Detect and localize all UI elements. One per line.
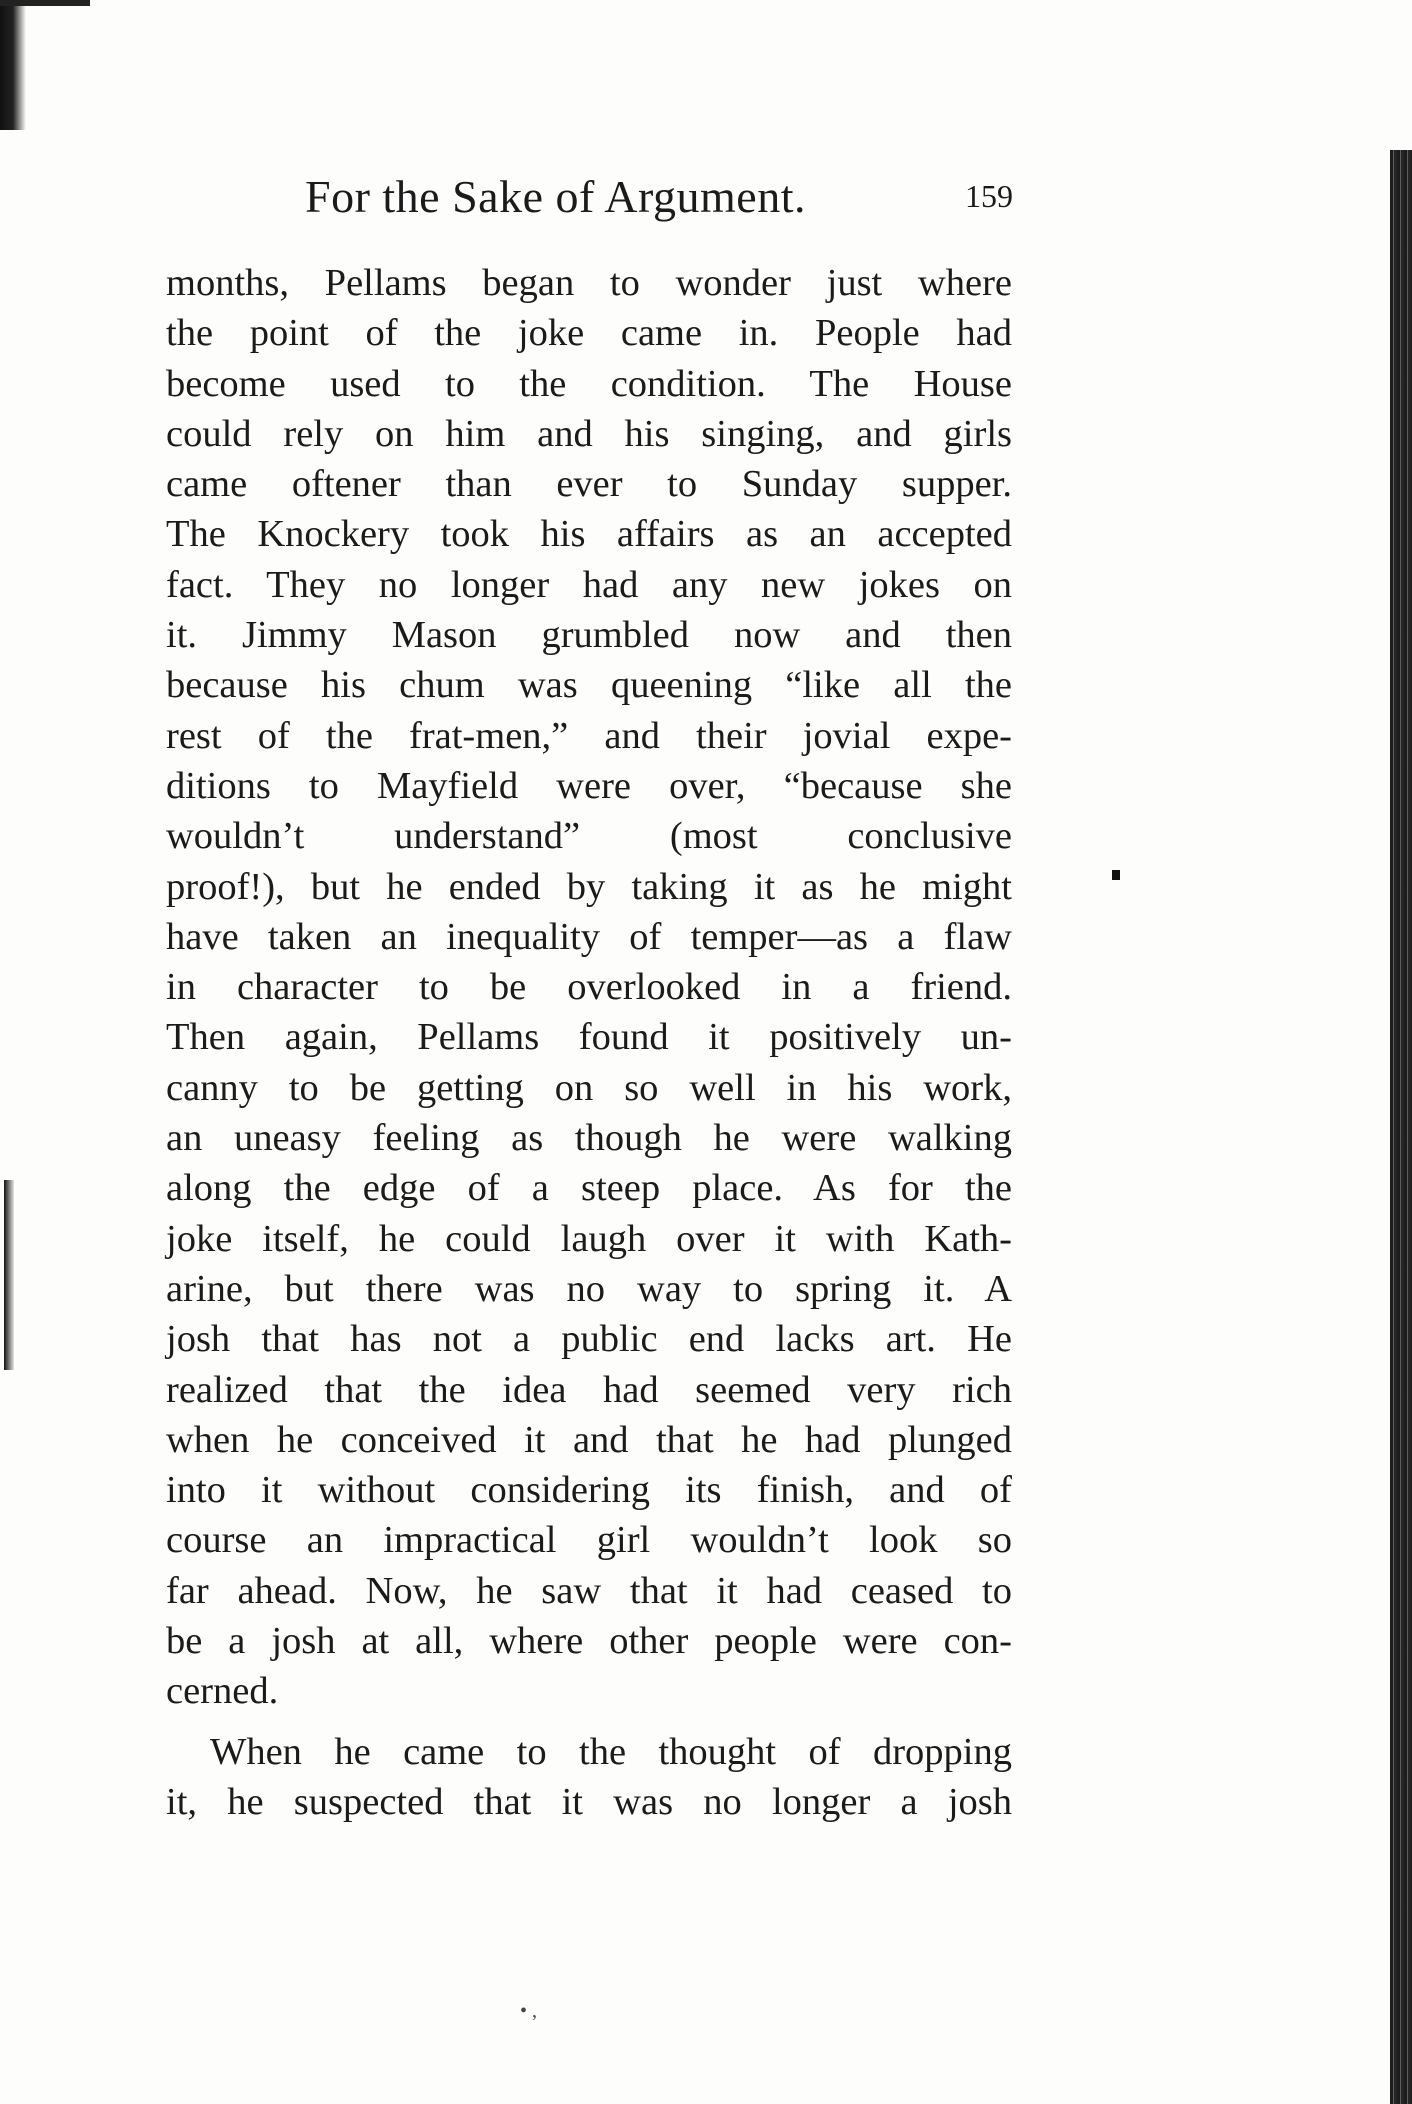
running-title: For the Sake of Argument. [305,171,806,222]
text-line: have taken an inequality of temper—as a flaw [166,915,1012,958]
text-line: When he came to the thought of dropping [210,1730,1012,1773]
text-line: in character to be overlooked in a friend. [166,966,1012,1009]
text-line: along the edge of a steep place. As for the [166,1167,1012,1210]
text-line: it. Jimmy Mason grumbled now and then [166,614,1012,657]
text-line: when he conceived it and that he had plunged [166,1418,1012,1461]
scan-edge-right [1390,150,1412,2104]
scan-edge-left-mid [4,1180,14,1370]
text-line: course an impractical girl wouldn’t look so [166,1519,1012,1562]
scan-edge-left-top [0,0,90,6]
text-line: the point of the joke came in. People had [166,312,1012,355]
text-line: an uneasy feeling as though he were walking [166,1117,1012,1160]
scan-edge-left [0,0,26,130]
text-line: cerned. [166,1670,279,1713]
text-line: into it without considering its finish, and of [166,1469,1012,1512]
paragraph-1 [166,258,1012,1717]
text-line: far ahead. Now, he saw that it had ceased to [166,1569,1012,1612]
text-line: ditions to Mayfield were over, “because she [166,764,1012,807]
text-line: it, he suspected that it was no longer a josh [166,1780,1012,1823]
text-line: wouldn’t understand” (most conclusive [166,815,1012,858]
text-line: came oftener than ever to Sunday supper. [166,463,1012,506]
text-line: The Knockery took his affairs as an accepted [166,513,1012,556]
text-line: become used to the condition. The House [166,362,1012,405]
text-line: arine, but there was no way to spring it. A [166,1267,1012,1310]
text-line: fact. They no longer had any new jokes on [166,563,1012,606]
text-line: could rely on him and his singing, and girls [166,412,1012,455]
text-line: because his chum was queening “like all the [166,664,1012,707]
text-line: rest of the frat-men,” and their jovial expe- [166,714,1012,757]
text-line: months, Pellams began to wonder just where [166,262,1012,304]
paragraph-2 [166,1727,1012,1828]
text-line: josh that has not a public end lacks art. He [166,1318,1012,1361]
page-header [165,170,1013,230]
text-line: canny to be getting on so well in his work, [166,1066,1012,1109]
body-text [166,258,1012,1827]
text-line: joke itself, he could laugh over it with Kath- [166,1217,1012,1260]
scan-marks: • , [520,2000,538,2022]
text-line: realized that the idea had seemed very rich [166,1368,1012,1411]
text-line: be a josh at all, where other people were con- [166,1620,1012,1663]
text-line: proof!), but he ended by taking it as he might [166,865,1012,908]
scan-speck [1112,870,1120,880]
text-line: Then again, Pellams found it positively un- [166,1016,1012,1059]
page-number: 159 [965,178,1013,214]
